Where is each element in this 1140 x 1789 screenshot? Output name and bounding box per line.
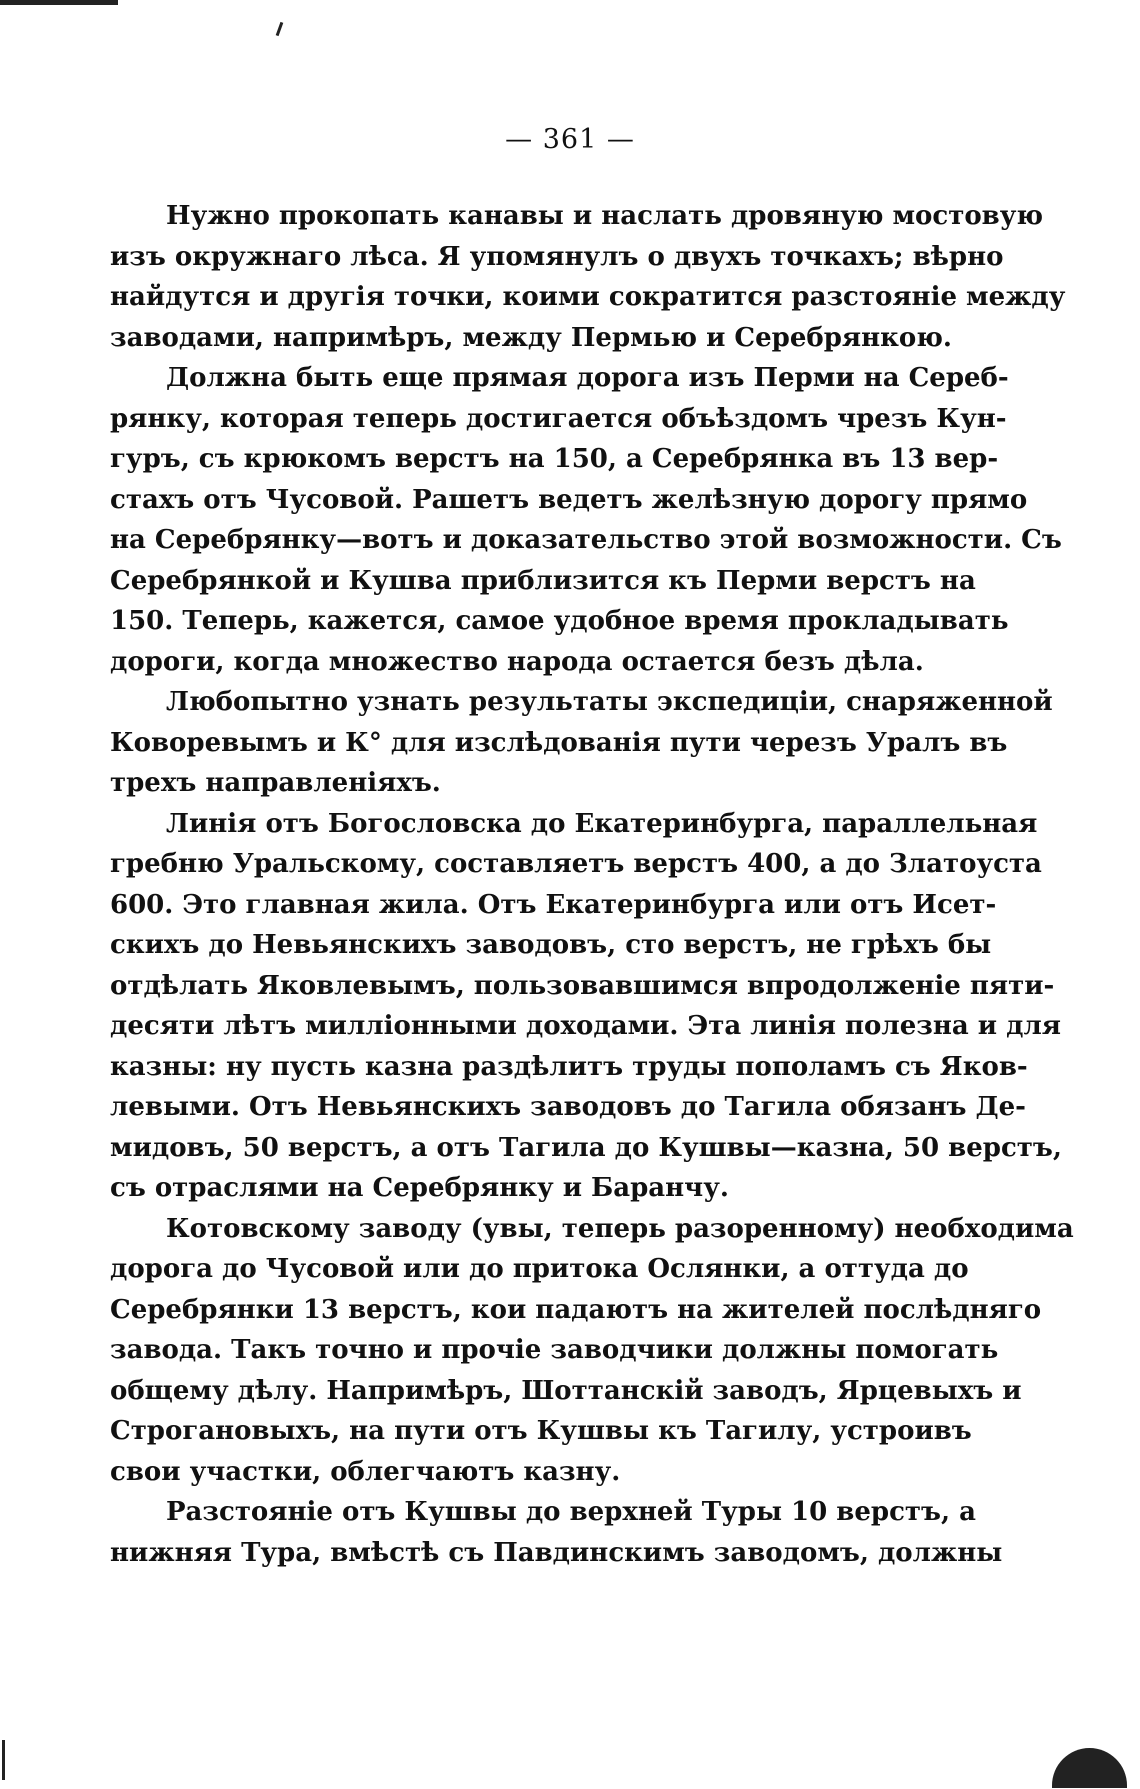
text-line: Серебрянки 13 верстъ, кои падаютъ на жителей послѣдняго	[110, 1294, 1042, 1325]
text-line: гребню Уральскому, составляетъ верстъ 400, а до Златоуста	[110, 849, 1042, 879]
text-line: рянку, которая теперь достигается объѣздомъ чрезъ Кун-	[110, 403, 1007, 434]
page-number: — 361 —	[505, 124, 635, 155]
text-line: Серебрянкой и Кушва приблизится къ Перми верстъ на	[110, 565, 976, 596]
text-line: нижняя Тура, вмѣстѣ съ Павдинскимъ заводомъ, должны	[110, 1537, 1003, 1568]
text-line: мидовъ, 50 верстъ, а отъ Тагила до Кушвы—казна, 50 верстъ,	[110, 1132, 1062, 1163]
text-line: заводами, напримѣръ, между Пермью и Серебрянкою.	[110, 322, 952, 353]
text-line: 600. Это главная жила. Отъ Екатеринбурга или отъ Исет-	[110, 889, 997, 920]
scan-artifact-bottom-right	[1052, 1748, 1127, 1788]
text-line: дорога до Чусовой или до притока Ослянки, а оттуда до	[110, 1254, 969, 1284]
paragraph	[110, 682, 1053, 804]
paragraph	[110, 196, 1066, 358]
text-line: свои участки, облегчаютъ казну.	[110, 1456, 621, 1487]
text-line: Котовскому заводу (увы, теперь разоренному) необходима	[166, 1213, 1074, 1244]
text-line: Должна быть еще прямая дорога изъ Перми на Сереб-	[166, 363, 1009, 393]
paragraph	[110, 358, 1062, 682]
text-line: Любопытно узнать результаты экспедиціи, снаряженной	[166, 687, 1053, 717]
body-text	[110, 196, 1074, 1573]
scan-artifact-top-left	[0, 0, 118, 5]
text-line: Линія отъ Богословска до Екатеринбурга, параллельная	[166, 808, 1038, 839]
text-line: изъ окружнаго лѣса. Я упомянулъ о двухъ точкахъ; вѣрно	[110, 241, 1004, 272]
text-line: трехъ направленіяхъ.	[110, 768, 441, 798]
text-line: Строгановыхъ, на пути отъ Кушвы къ Тагилу, устроивъ	[110, 1416, 972, 1446]
text-line: съ отраслями на Серебрянку и Баранчу.	[110, 1173, 729, 1203]
text-line: Разстояніе отъ Кушвы до верхней Туры 10 верстъ, а	[166, 1497, 976, 1527]
text-line: найдутся и другія точки, коими сократится разстояніе между	[110, 282, 1066, 312]
text-line: гуръ, съ крюкомъ верстъ на 150, а Серебрянка въ 13 вер-	[110, 444, 999, 474]
text-line: левыми. Отъ Невьянскихъ заводовъ до Тагила обязанъ Де-	[110, 1092, 1026, 1122]
text-line: 150. Теперь, кажется, самое удобное время прокладывать	[110, 606, 1009, 636]
text-line: общему дѣлу. Напримѣръ, Шоттанскій заводъ, Ярцевыхъ и	[110, 1375, 1022, 1406]
text-line: на Серебрянку—вотъ и доказательство этой возможности. Съ	[110, 525, 1062, 555]
paragraph	[110, 804, 1062, 1209]
paragraph	[110, 1209, 1074, 1493]
text-line: Коворевымъ и К° для изслѣдованія пути черезъ Уралъ въ	[110, 727, 1008, 758]
paragraph	[110, 1492, 1003, 1573]
scan-artifact-tick	[276, 22, 284, 36]
text-line: Нужно прокопать канавы и наслать дровяную мостовую	[166, 201, 1044, 231]
text-line: дороги, когда множество народа остается безъ дѣла.	[110, 646, 924, 677]
text-line: десяти лѣтъ милліонными доходами. Эта линія полезна и для	[110, 1011, 1061, 1041]
text-line: отдѣлать Яковлевымъ, пользовавшимся впродолженіе пяти-	[110, 970, 1055, 1001]
text-line: скихъ до Невьянскихъ заводовъ, сто верстъ, не грѣхъ бы	[110, 930, 992, 960]
text-line: стахъ отъ Чусовой. Рашетъ ведетъ желѣзную дорогу прямо	[110, 484, 1028, 515]
text-line: казны: ну пусть казна раздѣлитъ труды пополамъ съ Яков-	[110, 1051, 1028, 1082]
text-line: завода. Такъ точно и прочіе заводчики должны помогать	[110, 1335, 999, 1365]
scan-artifact-left-edge	[2, 1740, 5, 1780]
